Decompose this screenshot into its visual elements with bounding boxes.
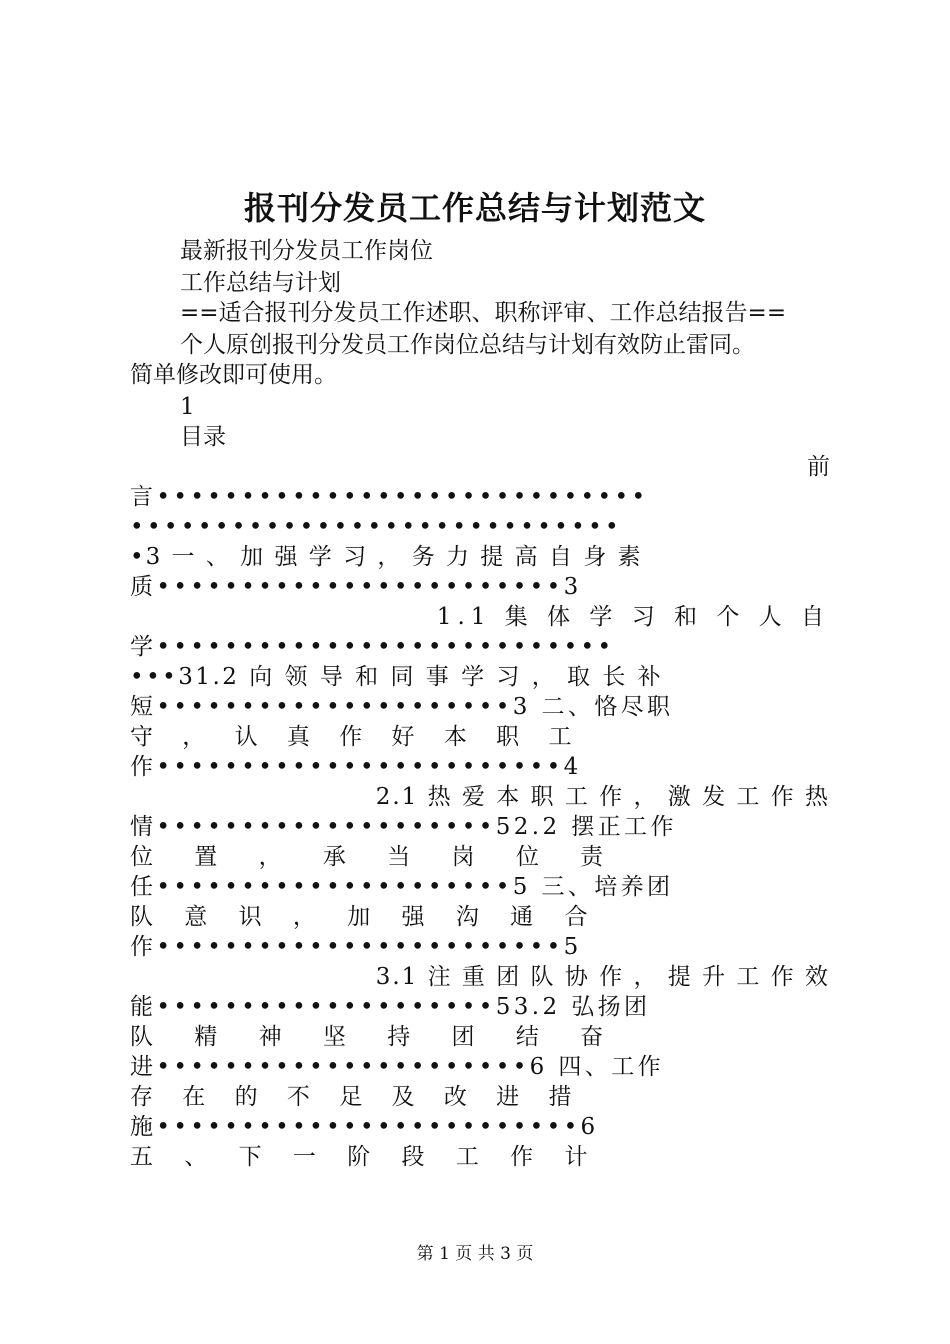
- toc-line: 施•••••••••••••••••••••••••6: [130, 1114, 599, 1140]
- toc-heading: 目录: [180, 424, 226, 450]
- toc-line: 1.1 集 体 学 习 和 个 人 自: [436, 604, 830, 630]
- toc-line: 存 在 的 不 足 及 改 进 措: [130, 1084, 583, 1110]
- intro-line-1: 个人原创报刊分发员工作岗位总结与计划有效防止雷同。: [180, 332, 755, 358]
- page-footer: 第 1 页 共 3 页: [416, 1244, 534, 1264]
- toc-line: •3 一 、 加 强 学 习 ， 务 力 提 高 自 身 素: [130, 544, 643, 570]
- toc-line: 情••••••••••••••••••••52.2 摆正工作: [130, 814, 677, 840]
- subtitle-line-1: 最新报刊分发员工作岗位: [180, 238, 433, 264]
- toc-line: •••••••••••••••••••••••••••••: [130, 514, 623, 540]
- toc-line: 作••••••••••••••••••••••••5: [130, 934, 582, 960]
- toc-line: 守 ， 认 真 作 好 本 职 工: [130, 724, 583, 750]
- toc-line: 队 精 神 坚 持 团 结 奋: [130, 1024, 621, 1050]
- toc-line: 学•••••••••••••••••••••••••••: [130, 634, 615, 660]
- toc-line: •••31.2 向 领 导 和 同 事 学 习 ， 取 长 补: [130, 664, 664, 690]
- document-title: 报刊分发员工作总结与计划范文: [243, 189, 706, 227]
- toc-line: 作••••••••••••••••••••••••4: [130, 754, 582, 780]
- page-number-marker: 1: [180, 394, 195, 420]
- toc-line: 位 置 ， 承 当 岗 位 责: [130, 844, 621, 870]
- toc-line: 五 、 下 一 阶 段 工 作 计: [130, 1144, 600, 1170]
- toc-line: 进••••••••••••••••••••••6 四、工作: [130, 1054, 665, 1080]
- toc-line: 言•••••••••••••••••••••••••••••: [130, 484, 649, 510]
- toc-line: 2.1 热 爱 本 职 工 作 ， 激 发 工 作 热: [375, 784, 830, 810]
- intro-line-2: 简单修改即可使用。: [130, 362, 337, 388]
- toc-line: 质••••••••••••••••••••••••3: [130, 574, 582, 600]
- toc-line: 前: [807, 454, 830, 480]
- toc-line: 任•••••••••••••••••••••5 三、培养团: [130, 874, 674, 900]
- toc-line: 队 意 识 ， 加 强 沟 通 合: [130, 904, 600, 930]
- subtitle-line-2: 工作总结与计划: [180, 270, 341, 296]
- toc-line: 短•••••••••••••••••••••3 二、恪尽职: [130, 694, 674, 720]
- usage-note: ==适合报刊分发员工作述职、职称评审、工作总结报告==: [180, 300, 787, 326]
- toc-line: 3.1 注 重 团 队 协 作 ， 提 升 工 作 效: [375, 964, 830, 990]
- toc-line: 能••••••••••••••••••••53.2 弘扬团: [130, 994, 651, 1020]
